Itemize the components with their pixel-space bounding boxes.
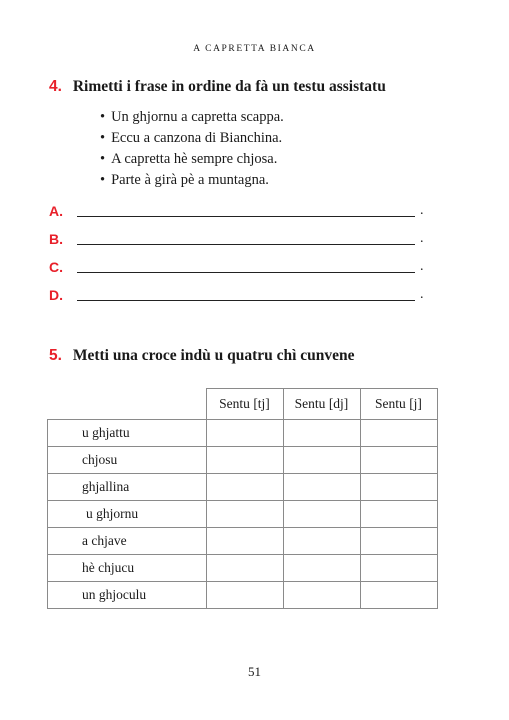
answer-letter: D.: [49, 287, 63, 303]
table-row: [48, 474, 438, 501]
exercise-4-title: [49, 78, 386, 96]
sentence-item: • Un ghjornu a capretta scappa.: [100, 107, 284, 128]
sound-table: [47, 388, 438, 609]
answer-row-a: [49, 203, 439, 223]
answer-row-b: [49, 231, 439, 251]
checkbox-cell[interactable]: [360, 528, 437, 555]
checkbox-cell[interactable]: [206, 582, 283, 609]
checkbox-cell[interactable]: [283, 420, 360, 447]
column-header-dj: [283, 389, 360, 420]
word-cell: ghjallina: [48, 474, 207, 501]
checkbox-cell[interactable]: [206, 447, 283, 474]
running-head: A CAPRETTA BIANCA: [193, 44, 316, 54]
answer-letter: A.: [49, 203, 63, 219]
checkbox-cell[interactable]: [283, 447, 360, 474]
word-cell: u ghjornu: [48, 501, 207, 528]
answer-letter: B.: [49, 231, 63, 247]
checkbox-cell[interactable]: [360, 447, 437, 474]
answer-period: .: [420, 203, 424, 218]
checkbox-cell[interactable]: [360, 555, 437, 582]
table-row: [48, 447, 438, 474]
answer-line[interactable]: [77, 300, 415, 301]
checkbox-cell[interactable]: [283, 501, 360, 528]
sentence-item: • Parte à girà pè a muntagna.: [100, 170, 284, 191]
sentence-item: • Eccu a canzona di Bianchina.: [100, 128, 284, 149]
answer-period: .: [420, 231, 424, 246]
checkbox-cell[interactable]: [206, 555, 283, 582]
word-cell: a chjave: [48, 528, 207, 555]
answer-row-d: [49, 287, 439, 307]
answer-line[interactable]: [77, 272, 415, 273]
table-row: [48, 501, 438, 528]
column-sound: [dj]: [328, 396, 349, 411]
checkbox-cell[interactable]: [283, 474, 360, 501]
column-label: Sentu: [219, 396, 250, 411]
checkbox-cell[interactable]: [283, 528, 360, 555]
checkbox-cell[interactable]: [283, 555, 360, 582]
column-header-tj: [206, 389, 283, 420]
sentence-item: • A capretta hè sempre chjosa.: [100, 149, 284, 170]
answer-row-c: [49, 259, 439, 279]
column-header-j: [360, 389, 437, 420]
column-label: Sentu: [375, 396, 406, 411]
column-sound: [j]: [409, 396, 422, 411]
table-row: [48, 420, 438, 447]
checkbox-cell[interactable]: [206, 474, 283, 501]
word-cell: un ghjoculu: [48, 582, 207, 609]
exercise-5-instruction: Metti una croce indù u quatru chì cunvene: [72, 347, 355, 364]
sentence-list: [100, 107, 284, 191]
table-row: [48, 528, 438, 555]
answer-line[interactable]: [77, 216, 415, 217]
exercise-5-number: 5.: [49, 347, 62, 364]
table-corner: [48, 389, 207, 420]
checkbox-cell[interactable]: [206, 420, 283, 447]
checkbox-cell[interactable]: [360, 474, 437, 501]
exercise-4-number: 4.: [49, 78, 62, 95]
checkbox-cell[interactable]: [360, 582, 437, 609]
checkbox-cell[interactable]: [360, 420, 437, 447]
table-row: [48, 555, 438, 582]
column-sound: [tj]: [253, 396, 270, 411]
answer-line[interactable]: [77, 244, 415, 245]
checkbox-cell[interactable]: [360, 501, 437, 528]
page-number: 51: [248, 664, 261, 679]
exercise-4-instruction: Rimetti i frase in ordine da fà un testu assistatu: [72, 78, 386, 95]
table-row: [48, 582, 438, 609]
answer-period: .: [420, 259, 424, 274]
table-header-row: [48, 389, 438, 420]
word-cell: u ghjattu: [48, 420, 207, 447]
word-cell: hè chjucu: [48, 555, 207, 582]
column-label: Sentu: [294, 396, 326, 411]
answer-letter: C.: [49, 259, 63, 275]
checkbox-cell[interactable]: [283, 582, 360, 609]
answer-period: .: [420, 287, 424, 302]
checkbox-cell[interactable]: [206, 501, 283, 528]
exercise-5-title: [49, 347, 355, 365]
word-cell: chjosu: [48, 447, 207, 474]
checkbox-cell[interactable]: [206, 528, 283, 555]
